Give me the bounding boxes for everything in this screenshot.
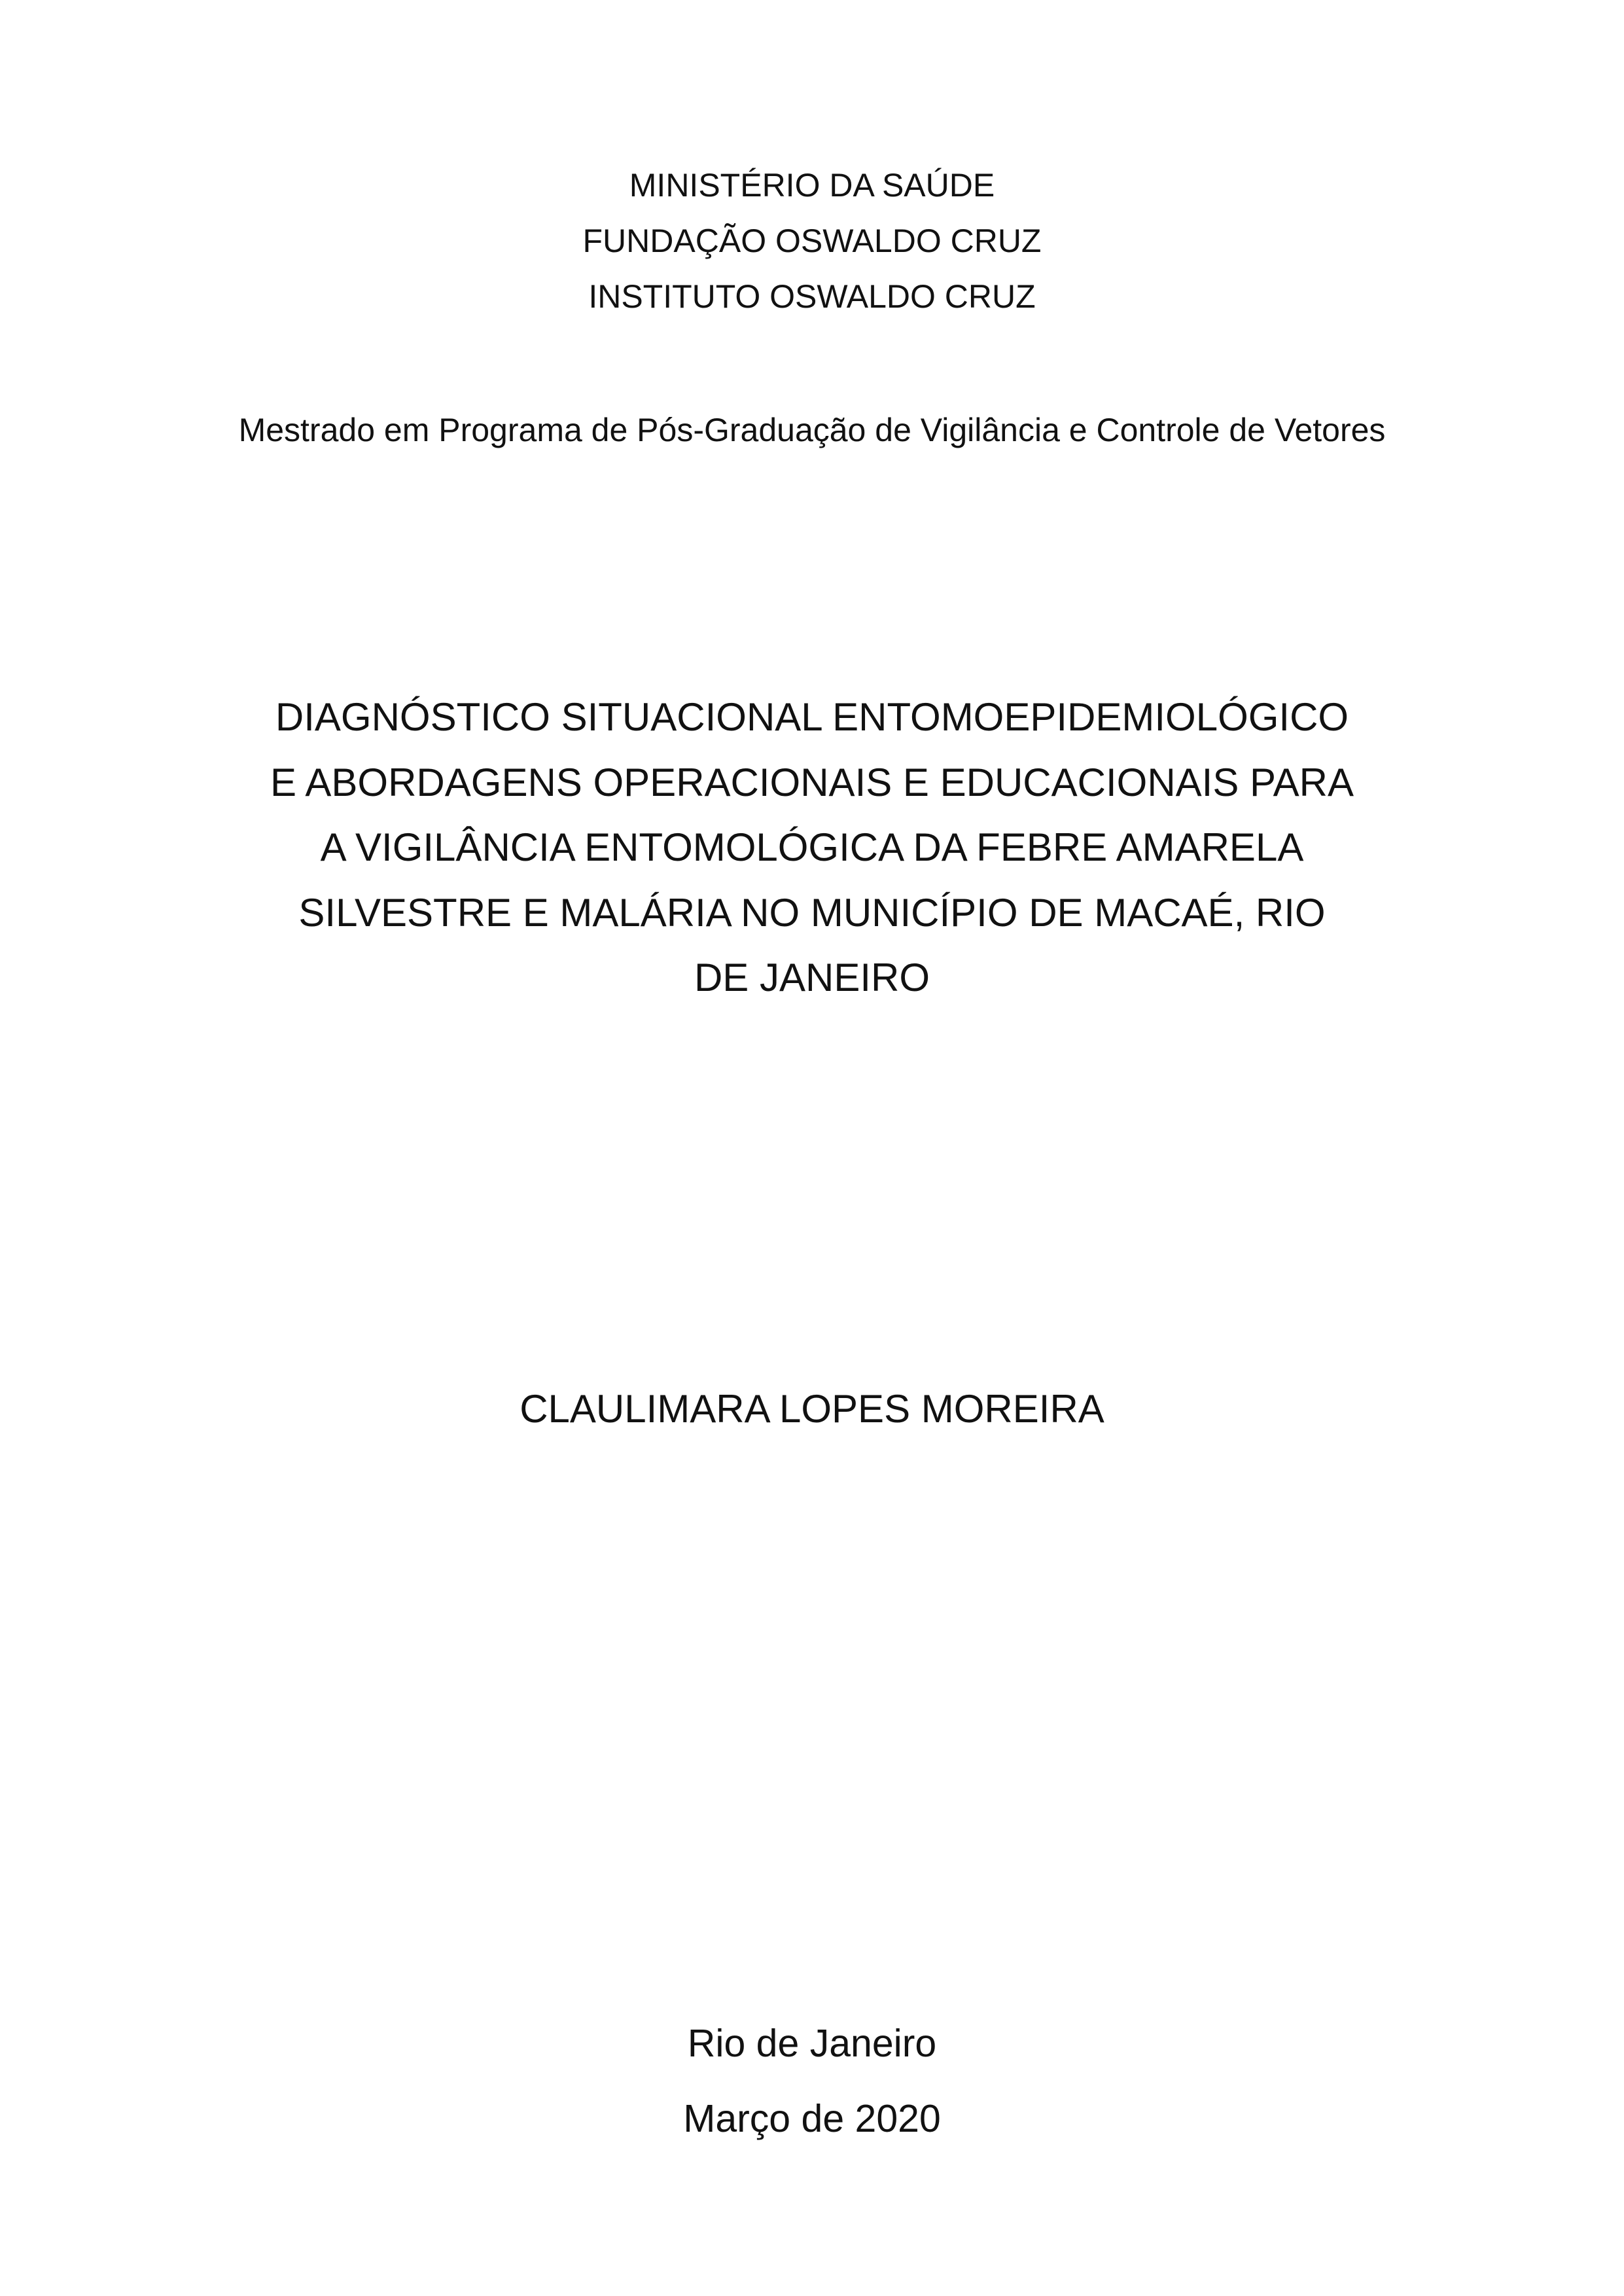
- author-name: CLAULIMARA LOPES MOREIRA: [520, 1387, 1104, 1431]
- thesis-title-line: DIAGNÓSTICO SITUACIONAL ENTOMOEPIDEMIOLÓGICO: [275, 695, 1349, 739]
- thesis-title-line: DE JANEIRO: [694, 956, 930, 999]
- date: Março de 2020: [683, 2097, 941, 2140]
- thesis-title-line: E ABORDAGENS OPERACIONAIS E EDUCACIONAIS PARA: [270, 761, 1354, 804]
- thesis-title-line: SILVESTRE E MALÁRIA NO MUNICÍPIO DE MACAÉ, RIO: [298, 891, 1326, 935]
- city: Rio de Janeiro: [687, 2022, 937, 2065]
- thesis-title-line: A VIGILÂNCIA ENTOMOLÓGICA DA FEBRE AMARELA: [320, 825, 1304, 869]
- ministry-heading: MINISTÉRIO DA SAÚDE: [629, 167, 995, 204]
- foundation-heading: FUNDAÇÃO OSWALDO CRUZ: [582, 223, 1042, 259]
- program-name: Mestrado em Programa de Pós-Graduação de Vigilância e Controle de Vetores: [238, 412, 1386, 448]
- institute-heading: INSTITUTO OSWALDO CRUZ: [588, 278, 1036, 315]
